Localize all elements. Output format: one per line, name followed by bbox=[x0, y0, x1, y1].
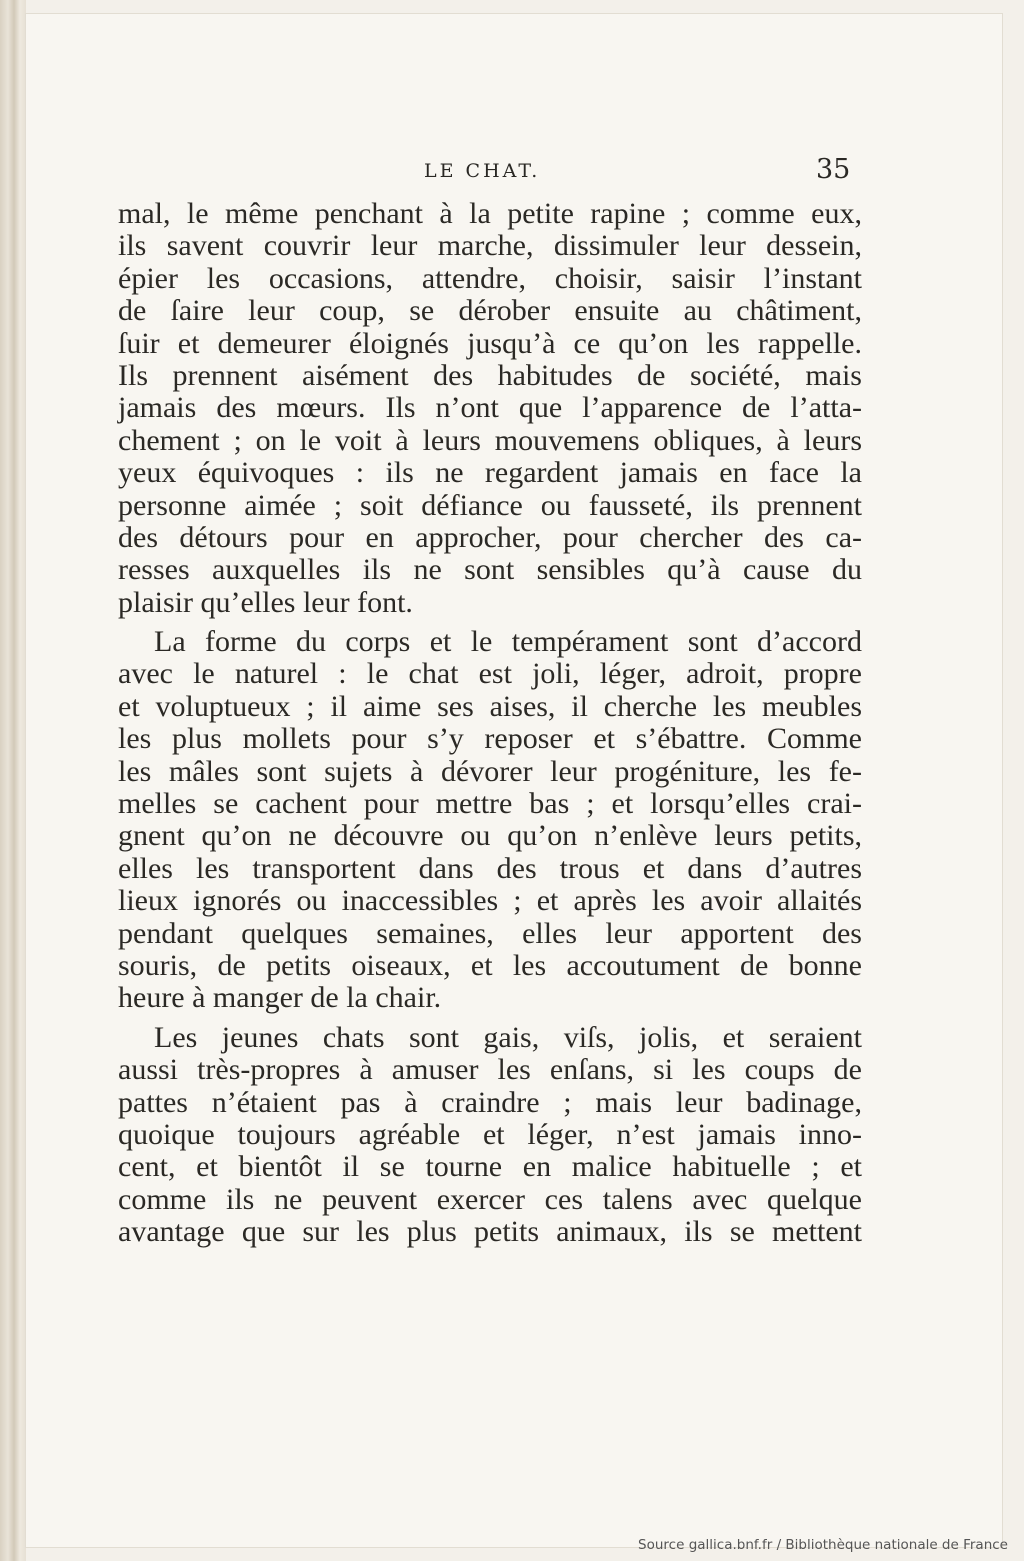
page-number: 35 bbox=[816, 154, 851, 185]
text-line: ſuir et demeurer éloignés jusqu’à ce qu’on les rappelle. bbox=[118, 326, 862, 360]
text-line: pattes n’étaient pas à craindre ; mais leur badinage, bbox=[118, 1085, 862, 1119]
text-line: heure à manger de la chair. bbox=[118, 981, 442, 1015]
text-line: jamais des mœurs. Ils n’ont que l’apparence de l’atta- bbox=[118, 391, 862, 425]
text-line: ils savent couvrir leur marche, dissimuler leur dessein, bbox=[118, 229, 862, 263]
text-line: quoique toujours agréable et léger, n’est jamais inno- bbox=[118, 1117, 862, 1151]
text-line: plaisir qu’elles leur font. bbox=[118, 585, 413, 619]
text-line: mal, le même penchant à la petite rapine ; comme eux, bbox=[118, 197, 862, 230]
text-line: épier les occasions, attendre, choisir, saisir l’instant bbox=[118, 261, 862, 295]
paragraph-2 bbox=[118, 626, 862, 1015]
running-head bbox=[26, 156, 1002, 188]
text-line: avec le naturel : le chat est joli, léger, adroit, propre bbox=[118, 657, 862, 691]
text-line: yeux équivoques : ils ne regardent jamais en face la bbox=[118, 456, 862, 490]
source-credit: Source gallica.bnf.fr / Bibliothèque nationale de France bbox=[638, 1537, 1008, 1553]
text-line: des détours pour en approcher, pour chercher des ca- bbox=[118, 520, 862, 554]
text-line: lieux ignorés ou inaccessibles ; et après les avoir allaités bbox=[118, 884, 862, 918]
text-line: et voluptueux ; il aime ses aises, il cherche les meubles bbox=[118, 689, 862, 723]
text-line: La forme du corps et le tempérament sont d’accord bbox=[154, 625, 862, 659]
text-line: comme ils ne peuvent exercer ces talens avec quelque bbox=[118, 1182, 862, 1216]
body-text bbox=[118, 198, 862, 1256]
text-line: personne aimée ; soit défiance ou fausseté, ils prennent bbox=[118, 488, 862, 522]
text-line: les plus mollets pour s’y reposer et s’ébattre. Comme bbox=[118, 722, 862, 756]
book-binding-edge bbox=[0, 0, 26, 1561]
paragraph-3 bbox=[118, 1022, 862, 1249]
text-line: resses auxquelles ils ne sont sensibles qu’à cause du bbox=[118, 553, 862, 587]
text-line: pendant quelques semaines, elles leur apportent des bbox=[118, 916, 862, 950]
text-line: melles se cachent pour mettre bas ; et lorsqu’elles crai- bbox=[118, 787, 862, 821]
text-line: gnent qu’on ne découvre ou qu’on n’enlève leurs petits, bbox=[118, 819, 862, 853]
running-title: LE CHAT. bbox=[424, 160, 541, 182]
text-line: Les jeunes chats sont gais, viſs, jolis, et seraient bbox=[154, 1020, 862, 1054]
text-line: cent, et bientôt il se tourne en malice habituelle ; et bbox=[118, 1150, 862, 1184]
text-line: les mâles sont sujets à dévorer leur progéniture, les fe- bbox=[118, 754, 862, 788]
text-line: avantage que sur les plus petits animaux, ils se mettent bbox=[118, 1215, 862, 1249]
paragraph-1 bbox=[118, 198, 862, 619]
text-line: souris, de petits oiseaux, et les accoutument de bonne bbox=[118, 948, 862, 982]
text-line: Ils prennent aisément des habitudes de société, mais bbox=[118, 358, 862, 392]
text-line: elles les transportent dans des trous et dans d’autres bbox=[118, 851, 862, 885]
text-line: de ſaire leur coup, se dérober ensuite au châtiment, bbox=[118, 294, 862, 328]
text-line: chement ; on le voit à leurs mouvemens obliques, à leurs bbox=[118, 423, 862, 457]
book-page bbox=[26, 14, 1002, 1547]
text-line: aussi très-propres à amuser les enſans, si les coups de bbox=[118, 1053, 862, 1087]
